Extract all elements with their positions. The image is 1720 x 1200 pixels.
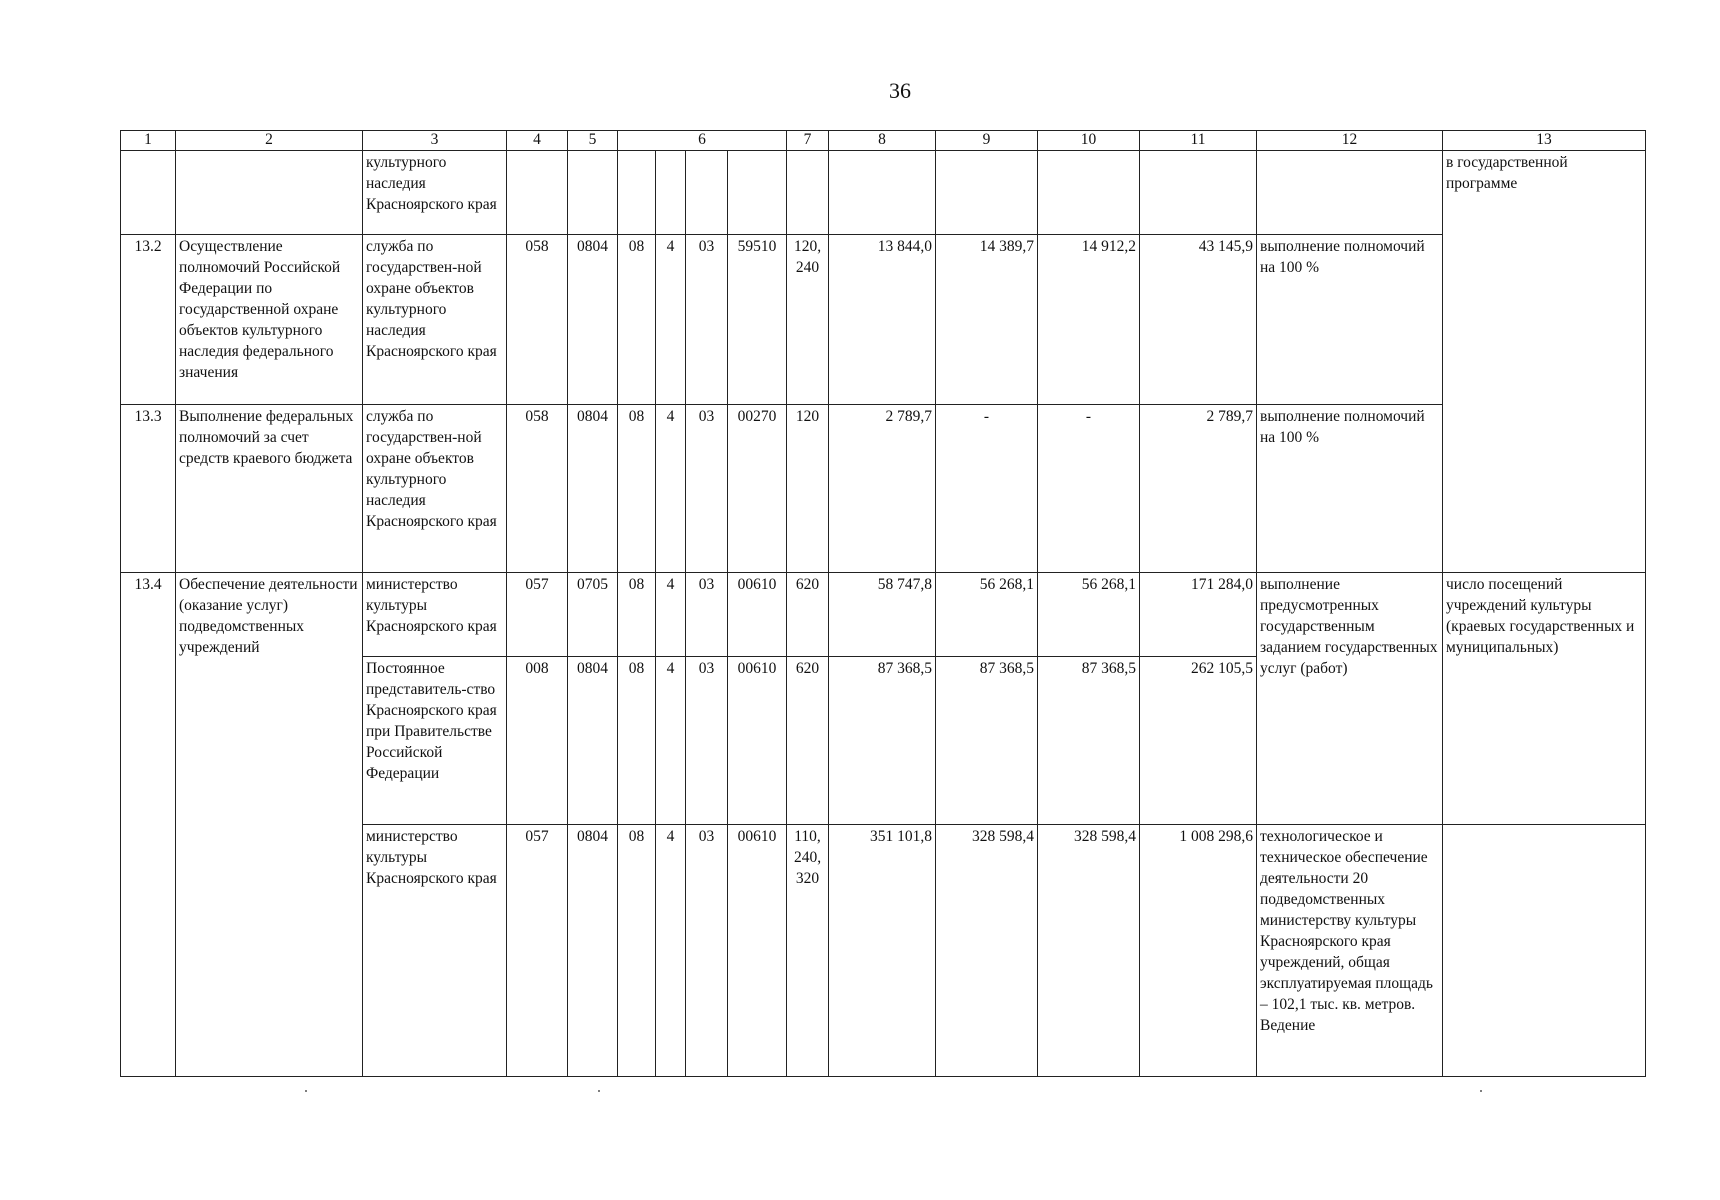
cell-csr-code: 00610 (728, 657, 787, 825)
scan-dot (598, 1090, 600, 1092)
header-cell: 12 (1257, 131, 1443, 151)
cell-amount-total: 1 008 298,6 (1140, 825, 1257, 1077)
cell-section: 0804 (568, 657, 618, 825)
cell-grbs: 057 (507, 573, 568, 657)
cell-indicator: в государственной программе (1443, 151, 1646, 573)
cell-amount-total: 2 789,7 (1140, 405, 1257, 573)
cell-empty (936, 151, 1038, 235)
cell-empty (728, 151, 787, 235)
cell-amount-col8: 2 789,7 (829, 405, 936, 573)
cell-expense-type: 620 (787, 657, 829, 825)
cell-expense-type: 620 (787, 573, 829, 657)
table-row (121, 151, 1646, 235)
header-cell: 7 (787, 131, 829, 151)
cell-expected-result: выполнение полномочий на 100 % (1257, 405, 1443, 573)
cell-amount-col8: 13 844,0 (829, 235, 936, 405)
cell-empty (507, 151, 568, 235)
cell-csr-subprogram: 4 (656, 573, 686, 657)
cell-empty (121, 151, 176, 235)
table-row (121, 405, 1646, 573)
cell-empty (1443, 825, 1646, 1077)
cell-csr-event: 03 (686, 657, 728, 825)
cell-csr-event: 03 (686, 825, 728, 1077)
cell-grbs: 008 (507, 657, 568, 825)
cell-row-number: 13.3 (121, 405, 176, 573)
cell-org: культурного наследия Красноярского края (363, 151, 507, 235)
header-cell: 5 (568, 131, 618, 151)
cell-org: Постоянное представитель-ство Красноярского края при Правительстве Российской Федерации (363, 657, 507, 825)
cell-amount-col9: 14 389,7 (936, 235, 1038, 405)
cell-empty (1038, 151, 1140, 235)
cell-amount-col9: 87 368,5 (936, 657, 1038, 825)
header-cell: 2 (176, 131, 363, 151)
scan-dot (1480, 1090, 1482, 1092)
cell-empty (568, 151, 618, 235)
cell-expense-type: 120 (787, 405, 829, 573)
cell-amount-col8: 58 747,8 (829, 573, 936, 657)
cell-indicator: число посещений учреждений культуры (краевых государственных и муниципальных) (1443, 573, 1646, 825)
cell-org: министерство культуры Красноярского края (363, 573, 507, 657)
cell-csr-program: 08 (618, 235, 656, 405)
cell-amount-col10: 14 912,2 (1038, 235, 1140, 405)
cell-org: служба по государствен-ной охране объектов культурного наследия Красноярского края (363, 405, 507, 573)
table-header (121, 131, 1646, 151)
cell-empty (656, 151, 686, 235)
header-cell: 3 (363, 131, 507, 151)
cell-amount-col9: 56 268,1 (936, 573, 1038, 657)
cell-expected-result: технологическое и техническое обеспечение деятельности 20 подведомственных министерству культуры Красноярского края учреждений, общая эксплуатируемая площадь – 102,1 тыс. кв. метров. Ведение (1257, 825, 1443, 1077)
cell-csr-subprogram: 4 (656, 657, 686, 825)
cell-csr-program: 08 (618, 657, 656, 825)
cell-activity-name: Выполнение федеральных полномочий за счет средств краевого бюджета (176, 405, 363, 573)
cell-section: 0804 (568, 235, 618, 405)
cell-csr-program: 08 (618, 825, 656, 1077)
cell-amount-col8: 87 368,5 (829, 657, 936, 825)
cell-csr-program: 08 (618, 405, 656, 573)
page-number: 36 (889, 78, 911, 103)
cell-amount-total: 171 284,0 (1140, 573, 1257, 657)
cell-empty (1140, 151, 1257, 235)
cell-grbs: 057 (507, 825, 568, 1077)
cell-expected-result: выполнение полномочий на 100 % (1257, 235, 1443, 405)
header-cell: 9 (936, 131, 1038, 151)
cell-amount-col8: 351 101,8 (829, 825, 936, 1077)
cell-expense-type: 110, 240, 320 (787, 825, 829, 1077)
cell-amount-col9: - (936, 405, 1038, 573)
cell-csr-code: 00610 (728, 573, 787, 657)
cell-row-number: 13.4 (121, 573, 176, 1077)
cell-csr-code: 00270 (728, 405, 787, 573)
cell-activity-name: Обеспечение деятельности (оказание услуг) подведомственных учреждений (176, 573, 363, 1077)
cell-empty (1257, 151, 1443, 235)
cell-amount-total: 262 105,5 (1140, 657, 1257, 825)
scan-dot (305, 1090, 307, 1092)
cell-empty (618, 151, 656, 235)
cell-activity-name: Осуществление полномочий Российской Федерации по государственной охране объектов культурного наследия федерального значения (176, 235, 363, 405)
cell-amount-total: 43 145,9 (1140, 235, 1257, 405)
cell-csr-event: 03 (686, 235, 728, 405)
cell-expected-result: выполнение предусмотренных государственным заданием государственных услуг (работ) (1257, 573, 1443, 825)
cell-amount-col10: 328 598,4 (1038, 825, 1140, 1077)
cell-empty (176, 151, 363, 235)
header-cell: 10 (1038, 131, 1140, 151)
table-row (121, 235, 1646, 405)
cell-grbs: 058 (507, 405, 568, 573)
cell-empty (829, 151, 936, 235)
cell-expense-type: 120, 240 (787, 235, 829, 405)
cell-amount-col10: 56 268,1 (1038, 573, 1140, 657)
cell-row-number: 13.2 (121, 235, 176, 405)
cell-csr-event: 03 (686, 405, 728, 573)
cell-csr-program: 08 (618, 573, 656, 657)
header-cell: 11 (1140, 131, 1257, 151)
cell-amount-col10: 87 368,5 (1038, 657, 1140, 825)
cell-csr-code: 00610 (728, 825, 787, 1077)
cell-amount-col9: 328 598,4 (936, 825, 1038, 1077)
header-cell: 13 (1443, 131, 1646, 151)
header-cell: 4 (507, 131, 568, 151)
header-cell: 1 (121, 131, 176, 151)
scan-dots (0, 1090, 1720, 1096)
cell-csr-code: 59510 (728, 235, 787, 405)
cell-csr-event: 03 (686, 573, 728, 657)
program-activities-table (120, 130, 1646, 1077)
table-row (121, 573, 1646, 657)
cell-csr-subprogram: 4 (656, 405, 686, 573)
cell-section: 0705 (568, 573, 618, 657)
header-cell: 6 (618, 131, 787, 151)
header-row (121, 131, 1646, 151)
cell-amount-col10: - (1038, 405, 1140, 573)
cell-org: служба по государствен-ной охране объектов культурного наследия Красноярского края (363, 235, 507, 405)
cell-empty (787, 151, 829, 235)
cell-org: министерство культуры Красноярского края (363, 825, 507, 1077)
header-cell: 8 (829, 131, 936, 151)
cell-csr-subprogram: 4 (656, 825, 686, 1077)
cell-csr-subprogram: 4 (656, 235, 686, 405)
cell-empty (686, 151, 728, 235)
cell-section: 0804 (568, 405, 618, 573)
cell-section: 0804 (568, 825, 618, 1077)
cell-grbs: 058 (507, 235, 568, 405)
